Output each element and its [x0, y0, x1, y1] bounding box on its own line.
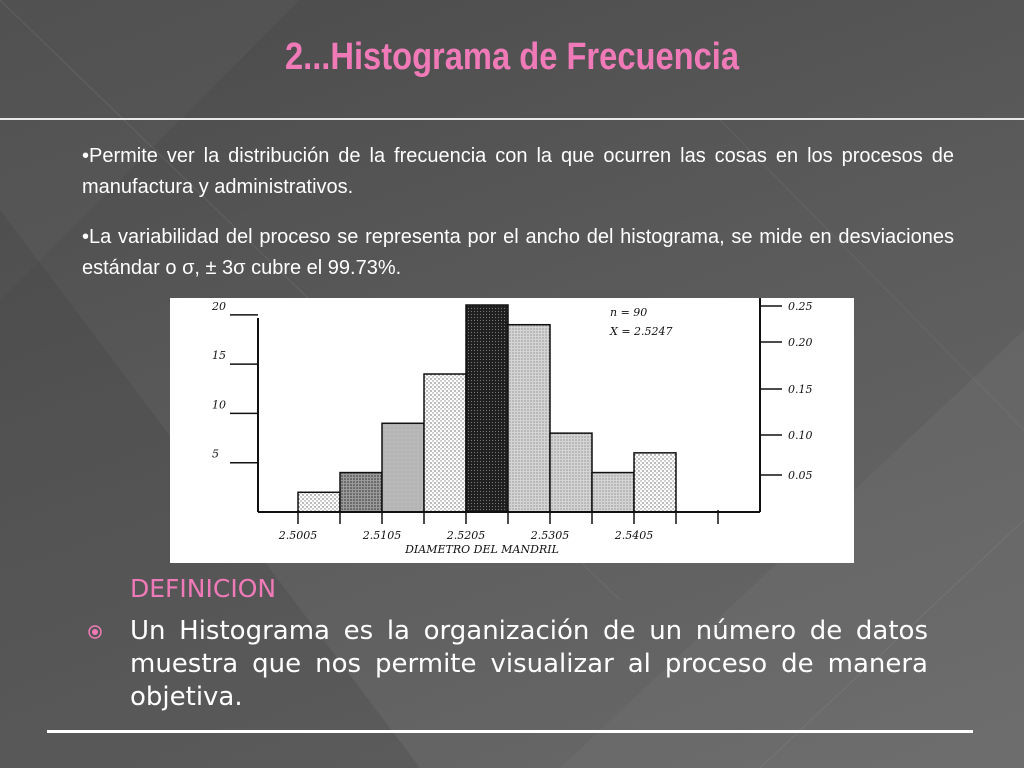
x-axis-title: DIAMETRO DEL MANDRIL	[405, 543, 559, 556]
histogram-figure	[170, 298, 854, 563]
right-axis-tick-label: 0.25	[788, 300, 813, 313]
annotation-mean: X = 2.5247	[610, 325, 673, 338]
definition-text: Un Histograma es la organización de un número de datos muestra que nos permite visualizar al proceso de manera objetiva.	[130, 616, 928, 712]
left-axis-tick-label: 20	[212, 299, 226, 313]
histogram-bar	[298, 492, 340, 512]
histogram-bar	[634, 453, 676, 512]
left-axis-tick-label: 10	[212, 398, 226, 412]
title-divider	[0, 118, 1024, 120]
radio-bullet-icon	[88, 625, 102, 639]
x-axis-tick-label: 2.5305	[530, 529, 570, 542]
slide-title: 2...Histograma de Frecuencia	[284, 36, 740, 78]
left-axis-tick-label: 15	[212, 349, 226, 363]
right-axis-tick-label: 0.10	[788, 429, 813, 442]
histogram-bar	[508, 325, 550, 512]
histogram-bar	[382, 423, 424, 512]
histogram-bar	[466, 305, 508, 512]
right-axis-tick-label: 0.20	[788, 336, 813, 349]
definition-heading: DEFINICION	[130, 574, 277, 603]
annotation-sample-size: n = 90	[610, 306, 648, 319]
x-axis-tick-label: 2.5405	[614, 529, 654, 542]
histogram-bar	[340, 473, 382, 512]
x-axis-tick-label: 2.5205	[446, 529, 486, 542]
histogram-bar	[424, 374, 466, 512]
right-axis-tick-label: 0.15	[788, 383, 813, 396]
x-axis-tick-label: 2.5105	[362, 529, 402, 542]
x-axis-tick-label: 2.5005	[278, 529, 318, 542]
histogram-bar	[550, 433, 592, 512]
histogram-bar	[592, 473, 634, 512]
bullet-text-distribution: •Permite ver la distribución de la frecuencia con la que ocurren las cosas en los procesos de manufactura y administrativos.	[82, 145, 954, 198]
left-axis-tick-label: 5	[212, 447, 219, 461]
right-axis-tick-label: 0.05	[788, 469, 813, 482]
histogram-chart	[170, 298, 854, 563]
bottom-divider	[47, 730, 973, 733]
bullet-text-variability: •La variabilidad del proceso se representa por el ancho del histograma, se mide en desviaciones estándar o σ, ± 3σ cubre el 99.73%.	[82, 226, 954, 279]
